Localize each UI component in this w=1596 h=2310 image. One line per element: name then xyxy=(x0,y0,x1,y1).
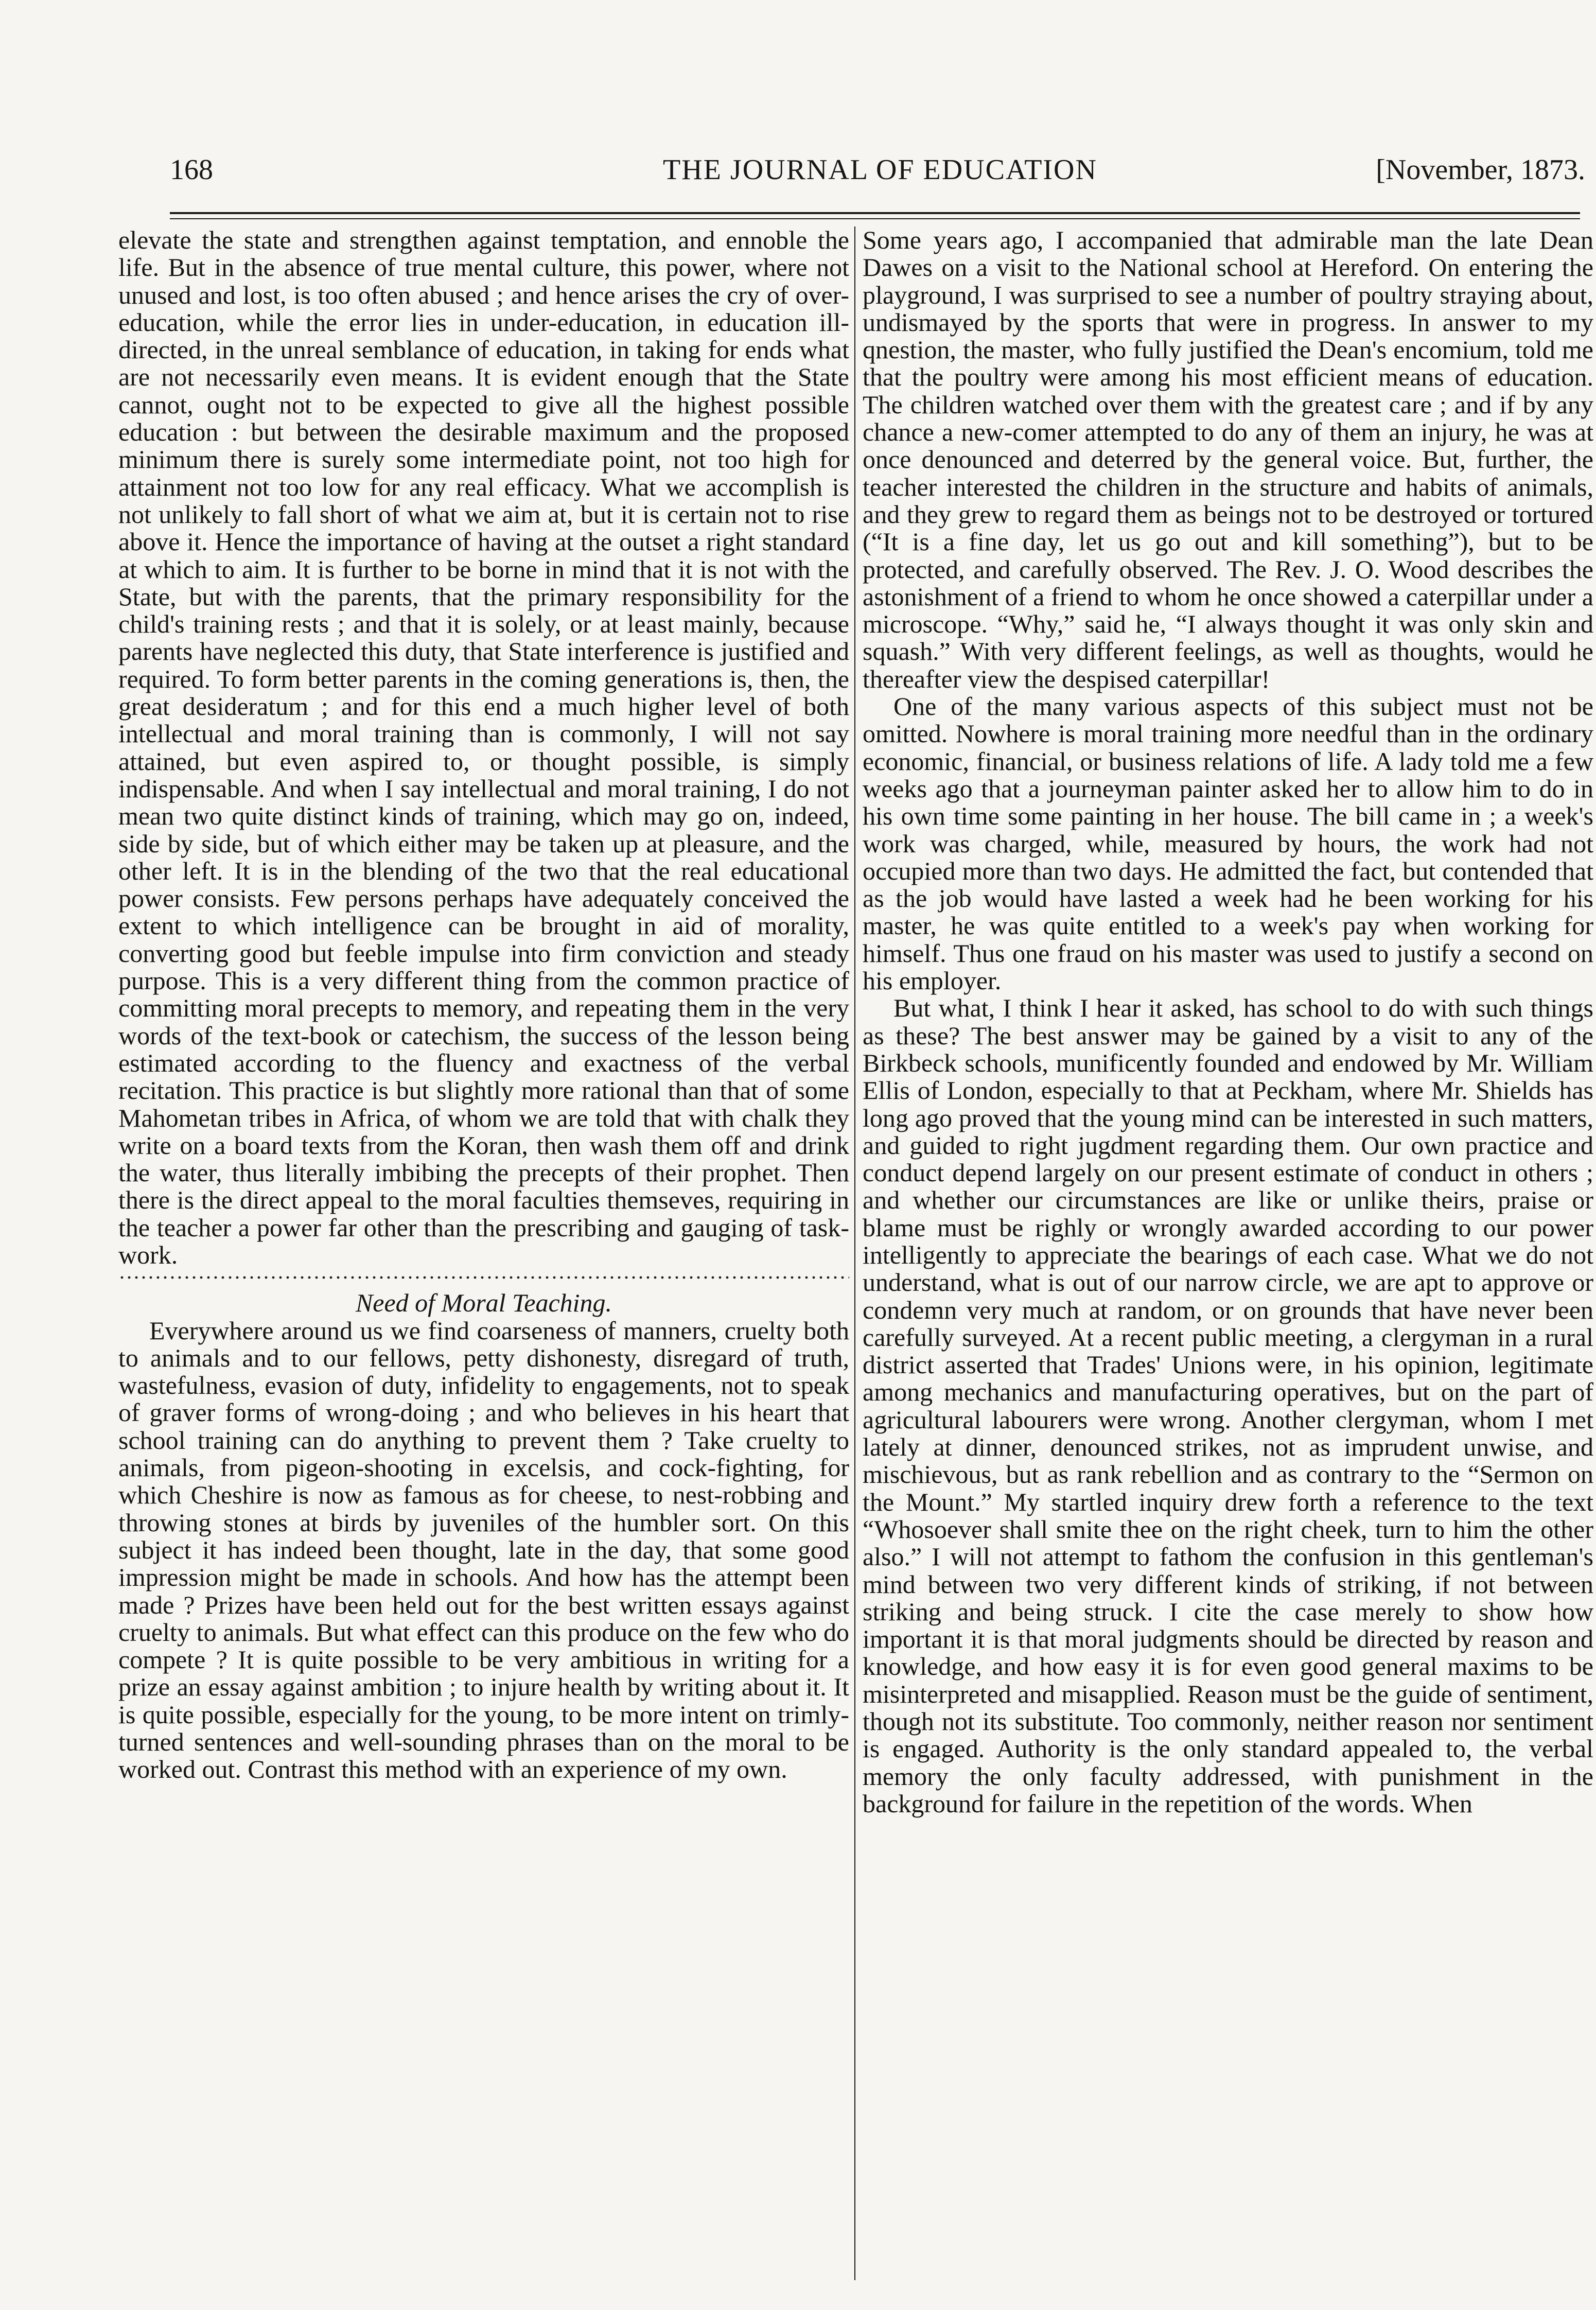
right-paragraph-2: One of the many various aspects of this subject must not be omitted. Nowhere is moral training more needful than in the ordinary economic, financial, or business relations of life. A lady told me a few weeks ago that a journeyman painter asked her to allow him to do in his own time some painting in her house. The bill came in ; a week's work was charged, while, measured by hours, the work had not occupied more than two days. He admitted the fact, but contended that as the job would have lasted a week had he been working for his master, he was quite entitled to a week's pay when working for himself. Thus one fraud on his master was used to justify a second on his employer. xyxy=(863,692,1593,995)
header-rule-thin xyxy=(170,218,1580,219)
running-head xyxy=(170,149,1590,190)
page-number: 168 xyxy=(170,154,213,186)
dotted-separator xyxy=(118,1276,849,1279)
section-heading: Need of Moral Teaching. xyxy=(355,1288,612,1318)
right-column xyxy=(863,226,1593,2280)
right-paragraph-1: Some years ago, I accompanied that admirable man the late Dean Dawes on a visit to the National school at Hereford. On entering the playground, I was surprised to see a number of poultry straying about, undismayed by the sports that were in progress. In answer to my qnestion, the master, who fully justified the Dean's encomium, told me that the poultry were among his most efficient means of education. The children watched over them with the greatest care ; and if by any chance a new-comer attempted to do any of them an injury, he was at once denounced and deterred by the general voice. But, further, the teacher interested the children in the structure and habits of animals, and they grew to regard them as beings not to be destroyed or tortured (“It is a fine day, let us go out and kill something”), but to be protected, and carefully observed. The Rev. J. O. Wood describes the astonishment of a friend to whom he once showed a caterpillar under a microscope. “Why,” said he, “I always thought it was only skin and squash.” With very different feelings, as well as thoughts, would he thereafter view the despised caterpillar! xyxy=(863,226,1593,693)
header-rule-thick xyxy=(170,212,1580,214)
journal-title: THE JOURNAL OF EDUCATION xyxy=(663,154,1097,186)
column-divider xyxy=(854,226,855,2280)
left-paragraph-2: Everywhere around us we find coarseness of manners, cruelty both to animals and to our fellows, petty dishonesty, disregard of truth, wastefulness, evasion of duty, infidelity to engagements, not to speak of graver forms of wrong-doing ; and who believes in his heart that school training can do anything to prevent them ? Take cruelty to animals, from pigeon-shooting in excelsis, and cock-fighting, for which Cheshire is now as famous as for cheese, to nest-robbing and throwing stones at birds by juveniles of the humbler sort. On this subject it has indeed been thought, late in the day, that some good impression might be made in schools. And how has the attempt been made ? Prizes have been held out for the best written essays against cruelty to animals. But what effect can this produce on the few who do compete ? It is quite possible to be very ambitious in writing for a prize an essay against ambition ; to injure health by writing about it. It is quite possible, especially for the young, to be more intent on trimly-turned sentences and well-sounding phrases than on the moral to be worked out. Contrast this method with an experience of my own. xyxy=(118,1316,849,1784)
left-paragraph-1: elevate the state and strengthen against temptation, and ennoble the life. But in the absence of true mental culture, this power, where not unused and lost, is too often abused ; and hence arises the cry of over-education, while the error lies in under-education, in education ill-directed, in the unreal semblance of education, in taking for ends what are not necessarily even means. It is evident enough that the State cannot, ought not to be expected to give all the highest possible education : but between the desirable maximum and the proposed minimum there is surely some intermediate point, not too high for attainment not too low for any real efficacy. What we accomplish is not unlikely to fall short of what we aim at, but it is certain not to rise above it. Hence the importance of having at the outset a right standard at which to aim. It is further to be borne in mind that it is not with the State, but with the parents, that the primary responsibility for the child's training rests ; and that it is solely, or at least mainly, because parents have neglected this duty, that State interference is justified and required. To form better parents in the coming generations is, then, the great desideratum ; and for this end a much higher level of both intellectual and moral training than is commonly, I will not say attained, but even aspired to, or thought possible, is simply indispensable. And when I say intellectual and moral training, I do not mean two quite distinct kinds of training, which may go on, indeed, side by side, but of which either may be taken up at pleasure, and the other left. It is in the blending of the two that the real educational power consists. Few persons perhaps have adequately conceived the extent to which intelligence can be brought in aid of morality, converting good but feeble impulse into firm conviction and steady purpose. This is a very different thing from the common practice of committing moral precepts to memory, and repeating them in the very words of the text-book or catechism, the success of the lesson being estimated according to the fluency and exactness of the verbal recitation. This practice is but slightly more rational than that of some Mahometan tribes in Africa, of whom we are told that with chalk they write on a board texts from the Koran, then wash them off and drink the water, thus literally imbibing the precepts of their prophet. Then there is the direct appeal to the moral faculties themseves, requiring in the teacher a power far other than the prescribing and gauging of task-work. xyxy=(118,226,849,1269)
right-paragraph-3: But what, I think I hear it asked, has school to do with such things as these? The best answer may be gained by a visit to any of the Birkbeck schools, munificently founded and endowed by Mr. William Ellis of London, especially to that at Peckham, where Mr. Shields has long ago proved that the young mind can be interested in such matters, and guided to right jugdment regarding them. Our own practice and conduct depend largely on our present estimate of conduct in others ; and whether our circumstances are like or unlike theirs, praise or blame must be righly or wrongly awarded according to our power intelligently to appreciate the bearings of each case. What we do not understand, what is out of our narrow circle, we are apt to approve or condemn very much at random, or on grounds that have never been carefully surveyed. At a recent public meeting, a clergyman in a rural district asserted that Trades' Unions were, in his opinion, legitimate among mechanics and manufacturing operatives, but on the part of agricultural labourers were wrong. Another clergyman, whom I met lately at dinner, denounced strikes, not as imprudent unwise, and mischievous, but as rank rebellion and as contrary to the “Sermon on the Mount.” My startled inquiry drew forth a reference to the text “Whosoever shall smite thee on the right cheek, turn to him the other also.” I will not attempt to fathom the confusion in this gentleman's mind between two very different kinds of striking, if not between striking and being struck. I cite the case merely to show how important it is that moral judgments should be directed by reason and knowledge, and how easy it is for even good general maxims to be misinterpreted and misapplied. Reason must be the guide of sentiment, though not its substitute. Too commonly, neither reason nor sentiment is engaged. Authority is the only standard appealed to, the verbal memory the only faculty addressed, with punishment in the background for failure in the repetition of the words. When xyxy=(863,993,1593,1818)
left-column xyxy=(118,226,849,2280)
issue-date: [November, 1873. xyxy=(1376,154,1585,186)
